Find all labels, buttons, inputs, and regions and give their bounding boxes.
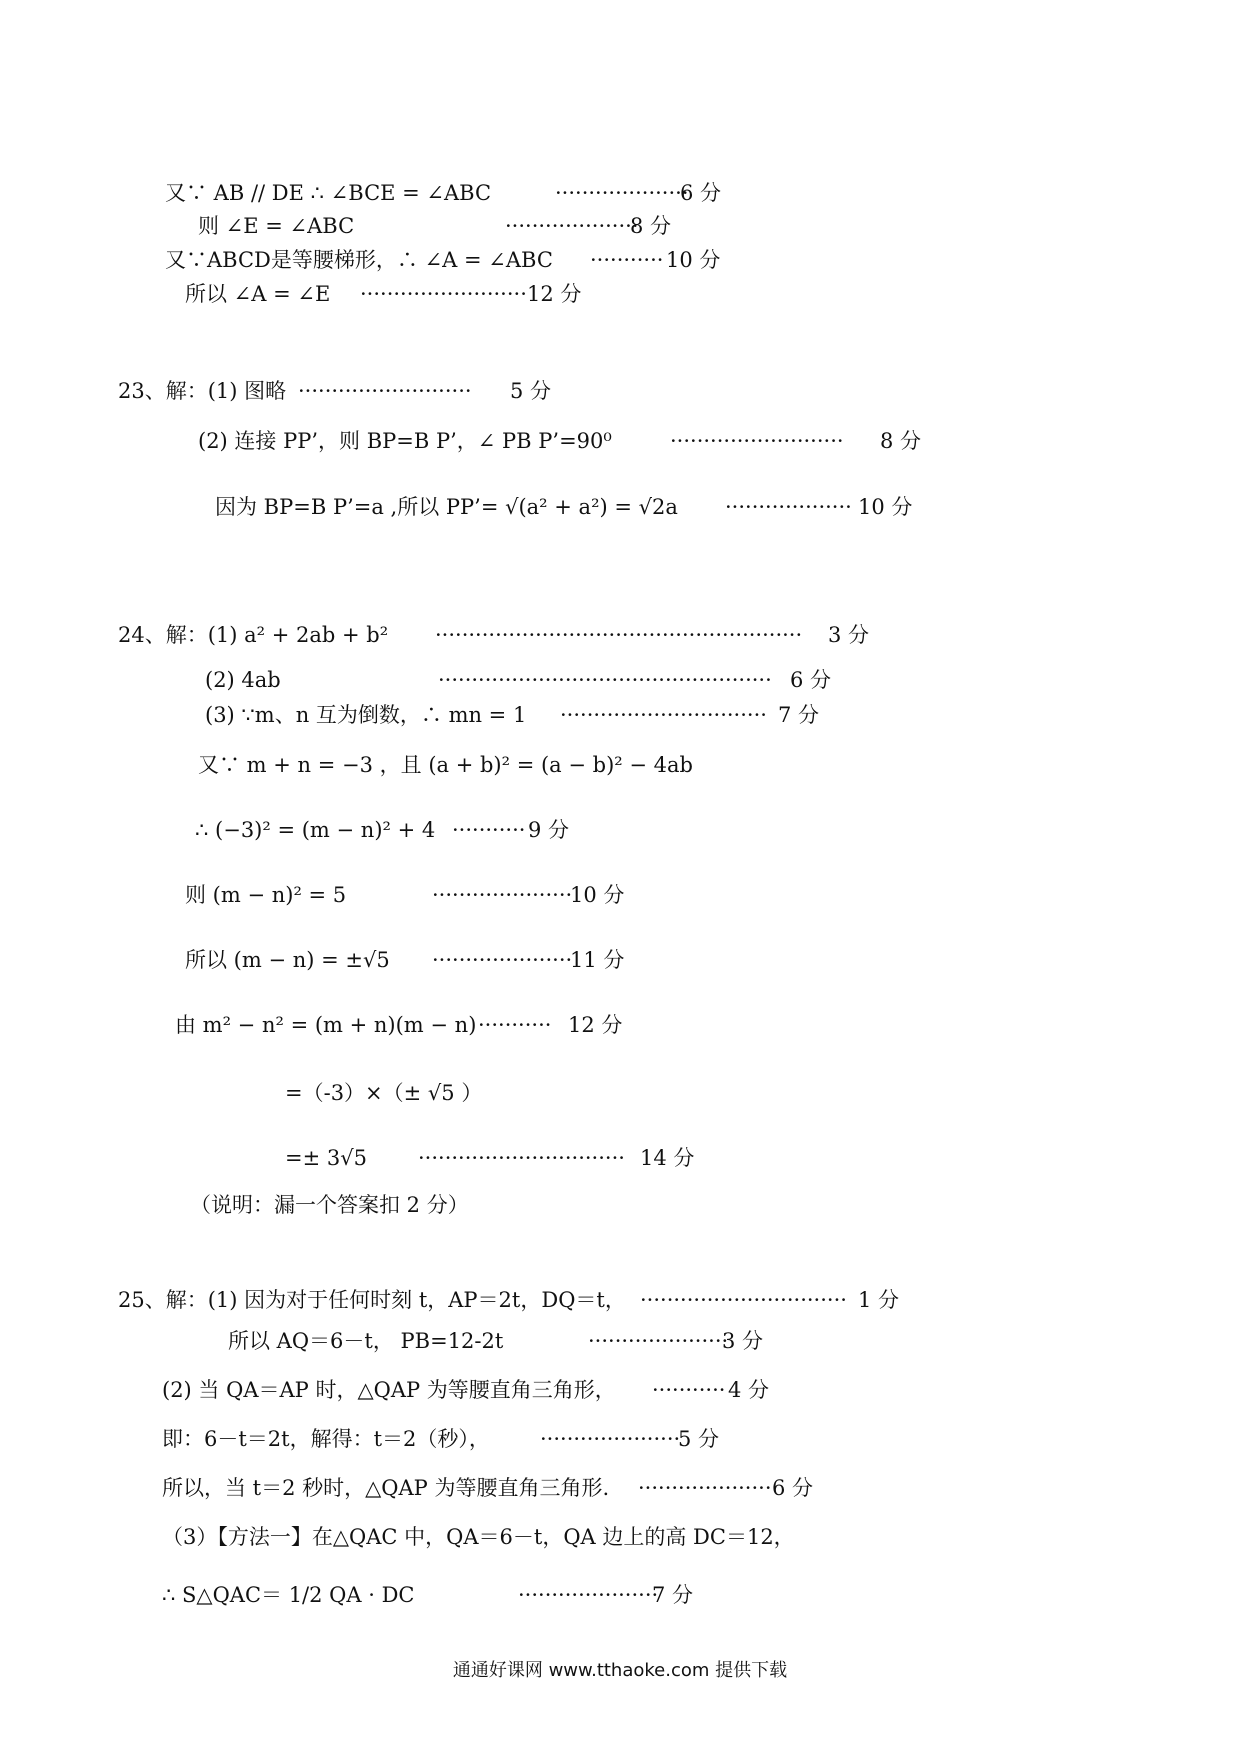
line-1-text: 又∵ AB // DE ∴ ∠BCE = ∠ABC [165, 181, 492, 205]
line-8 [118, 620, 388, 650]
line-15-text: 由 m² − n² = (m + n)(m − n) [175, 1013, 477, 1037]
line-6-text: (2) 连接 PP’，则 BP=B P’，∠ PB P’=90⁰ [198, 429, 612, 453]
line-19-dots: ······························· [640, 1288, 847, 1312]
line-22-score: 5 分 [678, 1427, 720, 1451]
line-16-text: =（-3）×（± √5 ） [285, 1081, 483, 1105]
line-15 [175, 1010, 476, 1040]
line-10-score: 7 分 [778, 703, 820, 727]
line-5-text: 23、解：(1) 图略 [118, 379, 287, 403]
line-23-text: 所以，当 t＝2 秒时，△QAP 为等腰直角三角形. [162, 1476, 610, 1500]
line-9-dots: ·················································· [438, 668, 772, 692]
line-20-dots: ····················· [588, 1329, 729, 1353]
line-19-score: 1 分 [858, 1288, 900, 1312]
line-22 [162, 1424, 490, 1454]
line-25 [162, 1580, 414, 1610]
line-22-text: 即：6－t＝2t，解得：t＝2（秒）， [162, 1427, 490, 1451]
line-25-text: ∴ S△QAC＝ 1/2 QA · DC [162, 1583, 415, 1607]
line-20-score: 3 分 [722, 1329, 764, 1353]
line-1-dots: ···················· [555, 181, 689, 205]
line-1 [165, 178, 491, 208]
line-15-dots: ··········· [478, 1013, 552, 1037]
line-17-score: 14 分 [640, 1146, 695, 1170]
line-8-score: 3 分 [828, 623, 870, 647]
line-14 [185, 945, 390, 975]
line-17-text: =± 3√5 [285, 1146, 367, 1170]
line-7-dots: ··················· [725, 495, 852, 519]
line-12-score: 9 分 [528, 818, 570, 842]
line-9 [205, 665, 281, 695]
line-14-dots: ····················· [432, 948, 573, 972]
line-6-dots: ·························· [670, 429, 844, 453]
line-20 [228, 1326, 503, 1356]
line-12-dots: ··········· [452, 818, 526, 842]
line-16 [285, 1078, 482, 1108]
line-14-text: 所以 (m − n) = ±√5 [185, 948, 390, 972]
line-8-dots: ······················································· [435, 623, 803, 647]
line-3-score: 10 分 [666, 248, 721, 272]
line-9-score: 6 分 [790, 668, 832, 692]
line-2-dots: ···················· [505, 214, 639, 238]
line-5-dots: ·························· [298, 379, 472, 403]
line-19 [118, 1285, 626, 1315]
line-18-text: （说明：漏一个答案扣 2 分） [190, 1193, 469, 1217]
line-13 [185, 880, 346, 910]
line-23-score: 6 分 [772, 1476, 814, 1500]
line-7-score: 10 分 [858, 495, 913, 519]
line-12-text: ∴ (−3)² = (m − n)² + 4 [195, 818, 436, 842]
line-5-score: 5 分 [510, 379, 552, 403]
line-6-score: 8 分 [880, 429, 922, 453]
line-1-score: 6 分 [680, 181, 722, 205]
line-11 [198, 750, 693, 780]
line-11-text: 又∵ m + n = −3 ，且 (a + b)² = (a − b)² − 4ab [198, 753, 693, 777]
page-footer: 通通好课网 www.tthaoke.com 提供下载 [452, 1660, 788, 1681]
line-18 [190, 1190, 469, 1220]
line-3 [165, 245, 553, 275]
line-20-text: 所以 AQ＝6－t， PB=12-2t [228, 1329, 504, 1353]
line-21-text: (2) 当 QA＝AP 时，△QAP 为等腰直角三角形， [162, 1378, 616, 1402]
line-2-score: 8 分 [630, 214, 672, 238]
line-12 [195, 815, 435, 845]
line-10 [205, 700, 526, 730]
line-24-text: （3）【方法一】在△QAC 中，QA＝6－t，QA 边上的高 DC＝12， [162, 1525, 795, 1549]
line-14-score: 11 分 [570, 948, 625, 972]
line-21-dots: ··········· [652, 1378, 726, 1402]
line-17-dots: ······························· [418, 1146, 625, 1170]
line-7-text: 因为 BP=B P’=a ,所以 PP’= √(a² + a²) = √2a [215, 495, 678, 519]
line-7 [215, 492, 678, 522]
line-13-dots: ····················· [432, 883, 573, 907]
line-13-score: 10 分 [570, 883, 625, 907]
line-21 [162, 1375, 616, 1405]
line-4-text: 所以 ∠A = ∠E [185, 282, 331, 306]
line-15-score: 12 分 [568, 1013, 623, 1037]
line-23-dots: ····················· [638, 1476, 779, 1500]
line-9-text: (2) 4ab [205, 668, 281, 692]
line-19-text: 25、解：(1) 因为对于任何时刻 t，AP＝2t，DQ＝t， [118, 1288, 626, 1312]
line-4 [185, 279, 330, 309]
line-21-score: 4 分 [728, 1378, 770, 1402]
line-2 [198, 211, 354, 241]
line-13-text: 则 (m − n)² = 5 [185, 883, 347, 907]
line-25-score: 7 分 [652, 1583, 694, 1607]
line-6 [198, 426, 612, 456]
line-4-score: 12 分 [527, 282, 582, 306]
line-8-text: 24、解：(1) a² + 2ab + b² [118, 623, 389, 647]
line-3-text: 又∵ABCD是等腰梯形，∴ ∠A = ∠ABC [165, 248, 553, 272]
line-10-text: (3) ∵m、n 互为倒数，∴ mn = 1 [205, 703, 527, 727]
line-25-dots: ····················· [518, 1583, 659, 1607]
line-3-dots: ··········· [590, 248, 664, 272]
line-24 [162, 1522, 795, 1552]
line-10-dots: ······························· [560, 703, 767, 727]
line-2-text: 则 ∠E = ∠ABC [198, 214, 355, 238]
line-17 [285, 1143, 367, 1173]
line-4-dots: ························· [360, 282, 527, 306]
line-5 [118, 376, 286, 406]
line-23 [162, 1473, 609, 1503]
line-22-dots: ····················· [540, 1427, 681, 1451]
